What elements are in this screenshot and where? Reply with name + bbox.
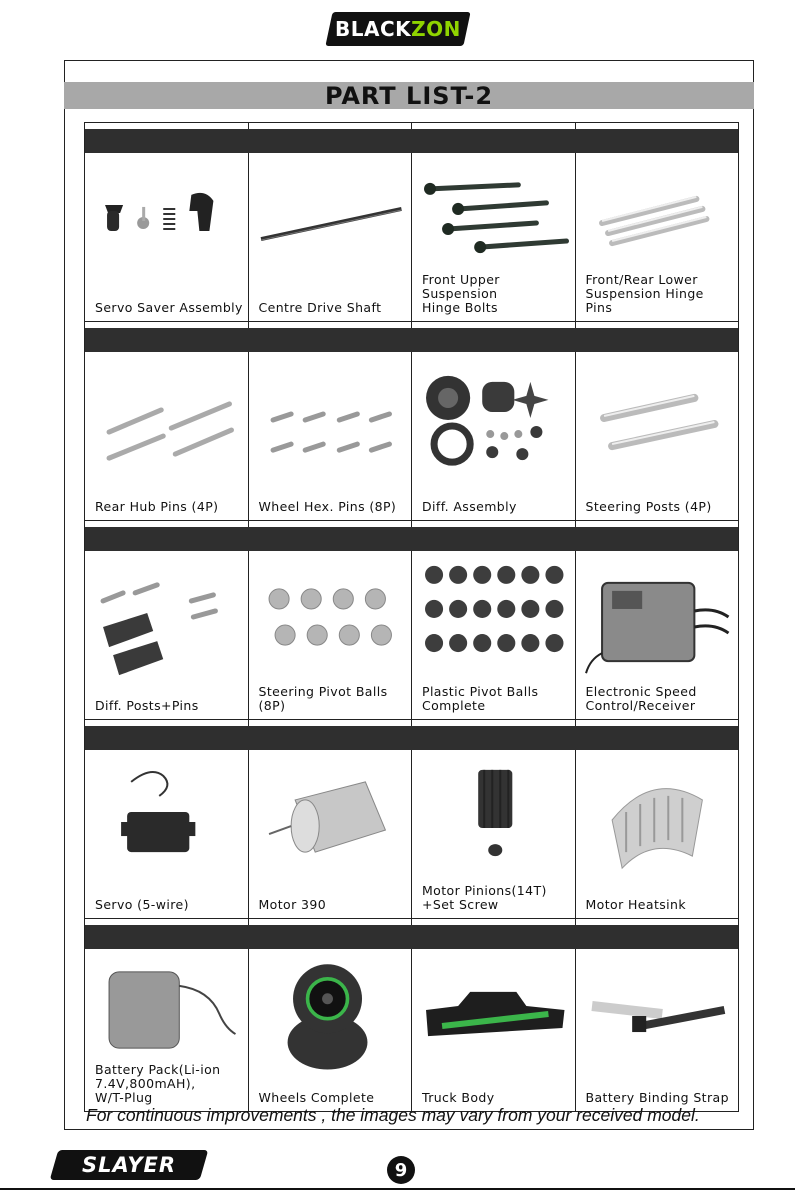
part-label: Truck Body (422, 1090, 495, 1105)
part-label: Steering Pivot Balls (8P) (258, 684, 388, 713)
diff-posts-icon (91, 559, 242, 683)
diff-assembly-icon (418, 360, 569, 484)
parts-row (85, 123, 738, 322)
blackzon-logo: BLACKZON (325, 12, 470, 46)
part-label: Wheels Complete (258, 1090, 375, 1105)
part-cell (248, 153, 412, 321)
part-label: Front/Rear Lower Suspension Hinge Pins (585, 272, 704, 315)
part-cell (85, 949, 248, 1111)
part-label: Diff. Assembly (422, 499, 517, 514)
part-label: Diff. Posts+Pins (95, 698, 199, 713)
part-cell (411, 551, 575, 719)
hinge-pins-icon (582, 161, 733, 285)
part-cell (248, 551, 412, 719)
part-cell (85, 551, 248, 719)
parts-grid (84, 122, 739, 1112)
hex-pins-icon (255, 360, 406, 484)
part-cell (248, 352, 412, 520)
part-label: Plastic Pivot Balls Complete (422, 684, 539, 713)
part-label: Motor Heatsink (585, 897, 686, 912)
battery-icon (91, 957, 242, 1075)
part-cell (85, 153, 248, 321)
wheels-icon (255, 957, 406, 1075)
title-bar (64, 82, 754, 109)
page-title: PART LIST-2 (324, 81, 494, 110)
row-header-bar (85, 527, 738, 551)
page-number: 9 (387, 1156, 415, 1184)
parts-row (85, 720, 738, 919)
part-label: Battery Binding Strap (585, 1090, 729, 1105)
pinion-icon (418, 758, 569, 882)
part-cell (248, 949, 412, 1111)
hub-pins-icon (91, 360, 242, 484)
part-label: Battery Pack(Li-ion 7.4V,800mAH), W/T-Plug (95, 1062, 221, 1105)
footer-divider (0, 1188, 795, 1190)
part-cell (411, 949, 575, 1111)
part-cell (85, 750, 248, 918)
strap-icon (582, 957, 733, 1075)
pivot-balls-icon (255, 559, 406, 683)
part-cell (411, 750, 575, 918)
part-cell (575, 949, 739, 1111)
slayer-logo: SLAYER (50, 1150, 209, 1180)
esc-receiver-icon (582, 559, 733, 683)
disclaimer-text: For continuous improvements , the images may vary from your received model. (86, 1105, 700, 1125)
part-cell (411, 153, 575, 321)
part-label: Front Upper Suspension Hinge Bolts (422, 272, 500, 315)
part-label: Rear Hub Pins (4P) (95, 499, 219, 514)
part-cell (411, 352, 575, 520)
part-cell (85, 352, 248, 520)
part-cell (575, 153, 739, 321)
part-label: Steering Posts (4P) (585, 499, 712, 514)
steering-posts-icon (582, 360, 733, 484)
servo-icon (91, 758, 242, 882)
heatsink-icon (582, 758, 733, 882)
parts-row (85, 521, 738, 720)
part-label: Servo (5-wire) (95, 897, 189, 912)
part-cell (575, 352, 739, 520)
truck-body-icon (418, 957, 569, 1075)
part-label: Motor 390 (258, 897, 327, 912)
servo-saver-icon (91, 161, 242, 285)
part-label: Wheel Hex. Pins (8P) (258, 499, 397, 514)
parts-row (85, 919, 738, 1111)
drive-shaft-icon (255, 161, 406, 285)
part-label: Motor Pinions(14T) +Set Screw (422, 883, 547, 912)
part-cell (575, 750, 739, 918)
part-cell (575, 551, 739, 719)
part-label: Servo Saver Assembly (95, 300, 243, 315)
part-label: Centre Drive Shaft (258, 300, 382, 315)
part-cell (248, 750, 412, 918)
row-header-bar (85, 129, 738, 153)
row-header-bar (85, 726, 738, 750)
motor-icon (255, 758, 406, 882)
row-header-bar (85, 925, 738, 949)
row-header-bar (85, 328, 738, 352)
parts-row (85, 322, 738, 521)
plastic-balls-icon (418, 559, 569, 683)
hinge-bolts-icon (418, 161, 569, 285)
part-label: Electronic Speed Control/Receiver (585, 684, 697, 713)
